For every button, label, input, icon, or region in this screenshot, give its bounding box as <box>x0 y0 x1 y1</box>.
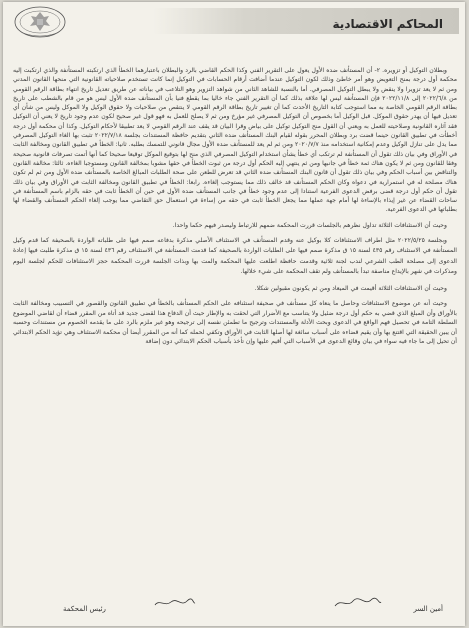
document-page <box>3 2 465 626</box>
judgment-body <box>13 66 457 353</box>
court-president-signature-label: رئيس المحكمة <box>63 605 106 613</box>
header-band <box>153 8 459 34</box>
paragraph-hearing: وبجلسة ٢٠٢٢/٥/٢٥ مثل اطراف الاستئنافات كلا بوكيل عنه وقدم المستأنف في الاستئناف الأصلي مذكرة بدفاعه صمم فيها على طلباته الواردة بالصحيفة كما قدم وكيل المستأنفة في الاستئناف رقم ٤٣٥ لسنة ١٥ ق مذكرة صمم فيها على الطلبات الواردة بالصحيفة كما قدمت المستأنفة في الاستئناف رقم ٤٣٦ لسنة ١٥ ق مذكرة طلبت فيها إعادة الدعوى إلى مصلحة الطب الشرعي لندب لجنة ثلاثية وقدمت حافظة اطلعت عليها المحكمة والمت بها وبذات الجلسة قررت المحكمة حجز الاستئنافات للحكم لجلسة اليوم ومذكرات في شهر بالإيداع مناصفة تبدأ بالمستأنف ولم تقف المحكمة على شيء خلالها. <box>13 237 457 276</box>
header-title: المحاكم الاقتصادية <box>332 17 443 31</box>
signature-row <box>63 605 443 619</box>
paragraph-admissibility: وحيث أن الاستئنافات الثلاثة أقيمت في الميعاد ومن ثم يكونون مقبولين شكلا. <box>254 284 447 292</box>
paragraph-joinder: وحيث أن الاستئنافات الثلاثة تداول نظرهم بالجلسات قررت المحكمة ضمهم للارتباط وليصدر فيهم حكما واحدا. <box>172 221 447 229</box>
paragraph-merits: وحيث أنه عن موضوع الاستئنافات وحاصل ما ينعاه كل مستأنف في صحيفة استئنافه على الحكم المستأنف بالخطأ في تطبيق القانون والقصور في التسبيب ومخالفة الثابت بالأوراق وأن المبلغ الذي قضي به حكم أول درجة ضئيل ولا يتناسب مع الأضرار التي لحقت به والإطار حيث أن الدفاع هذا لقضى جديد قد أتاه من المقرر قضاء أن لقاضي الموضوع السلطة التامة في تحصيل فهم الواقع في الدعوى وبحث الأدلة والمستندات وترجيح ما تطمئن نفسه إلى ترجيحه وهو غير ملزم بالرد على ما يقدمه الخصوم من مستندات وحسبه أن يبين الحقيقة التي اقتنع بها وأن يقيم قضاءه على أسباب سائغة لها أصلها الثابت في الأوراق وتكفي لحمله كما أنه من المقرر أيضا أن محكمة الاستئناف وهي تؤيد الحكم الابتدائي أن تحيل إلى ما جاء فيه سواء في بيان وقائع الدعوى في الأسباب التي أقيم عليها وإن تأخذ بأسباب الحكم الابتدائي دون إضافة <box>13 299 457 346</box>
paragraph-appeal-grounds: وبطلان التوكيل أو تزويره. ٢- أن المستأنف ضده الأول يعول على التقرير الفني وكذا الحكم القاضي بالرد والبطلان باعتبارهما الخطأ الذي ارتكبته المستأنفة والذي ارتكبت إليه محكمة أول درجة بمنح التعويض وهو أمر خاطئ وذلك لكون التوكيل عندما أضافت أرقام الحسابات في التوكيل إنما كانت تستخدم صلاحياته القانونية التي منحها القانون المدني ومن ثم لا يعد تزويرا ولا ينقض ولا يبطل التوكيل المصرفي. أما بالنسبة للشاهد الثاني من شواهد التزوير وهو التلاعب في بياناته عن طريق تعديل تاريخ انتهاء بطاقة الرقم القومي من ٢٠٢٢/٦/٨ إلى ٢٠٢٢/١١/٨ فإن المستأنفة ليس لها علاقة بذلك كما أن التقرير الفني جاء خاليا بما يقطع فنيا بأن المستأنف ضده الأول ليس هو من قام بالشطب على تاريخ بطاقة الرقم القومي الخاصة به مما استوجب كتابة التاريخ الأحدث كما أن تغيير تاريخ بطاقة الرقم القومي لا ينتقص من صلاحيات ولا حقوق الوكيل ولا الموكل وليس من شأن أي تعديل فيها أن يهدر حقوق الموكل. قبل الوكيل أما بخصوص أن التوكيل المصرفي غير مؤرخ ومن ثم لا يصلح للعمل به فهو قول غير صحيح لكون عدم وجود تاريخ لا يعني أن التوكيل فقد آثاره القانونية وصلاحيته للعمل به ويعني أن القول منح التوكيل توكيل على بياض وقرا البيان قد يقف عند الرقم القومي لا يعد تطبيقا لأحكام التوكيل. وكذا أن محكمة أول درجة أخطأت في تطبيق القانون حينما قضت برد وبطلان المحرر بقوله لقيام البنك المستأنف ضده الثاني بتقديم حافظة المستندات بجلسة ٢٠٢٢/٧/١٨ تثبت بها الغاء التوكيل المصرفي مما يدل على تنازل الوكيل وعدم إمكانية استخدامه منذ ٢٠٢٠/٧/٧ ومن ثم لم يعد للمستأنف ضده الأول مجال قانوني للتمسك بطلبه. ثانيا: الخطأ في تطبيق القانون ومخالفة الثابت في الأوراق وفي بيان ذلك تقول أن المستأنفة لم ترتكب أي خطأ يشأن استخدام التوكيل المصرفي الذي منح لها بتوقيع الموكل توقيعا صحيحا كما أنها أتمت تصرفات قانونية صحيحة وفقا للقانون ومن ثم لا يكون هناك ثمة خطأ في جانبها ومن ثم ينتهي إليه الحكم أول درجة من ثبوت الخطأ في حقها مشوبا بمخالفة القانون ومستوجبا الغاءه. ثالثا: مخالفة القانون والتناقض بين أسباب الحكم وفي بيان ذلك تقول أن قانون البنك المستأنف ضده الثاني قد تعرض للطعن على صحة الطلبات المبالغ الخاصة بالمستأنف ضده الأول ومن ثم لم تكون هناك مصلحة له في استمرارية في دعواه وكان الحكم المستأنف قد خالف ذلك مما يستوجب إلغاءه. رابعا: الخطأ في تطبيق القانون ومخالفة الثابت في الأوراق وفي بيان ذلك تقول أن حكم أول درجة قضى برفض الدعوى الفرعية استنادا إلى عدم وجود خطأ في جانب المستأنف ضده الأول في حين أن الخطأ ثابت في حقه بالزام باسم المستأنفة في ساحات القضاء عن غير إيذاء بالإساءة لها أمام جهة عملها مما يجعل الخطأ ثابت في حقه من إساءة في استعمال حق التقاضي مما يوجب إلغاء الحكم المستأنف والقضاء لها بطلباتها في الدعوى الفرعية. <box>13 67 457 214</box>
president-handwritten-signature-icon <box>153 596 197 610</box>
clerk-handwritten-signature-icon <box>333 596 383 610</box>
clerk-signature-label: أمين السر <box>413 605 443 613</box>
egypt-judiciary-emblem-icon <box>13 5 67 39</box>
